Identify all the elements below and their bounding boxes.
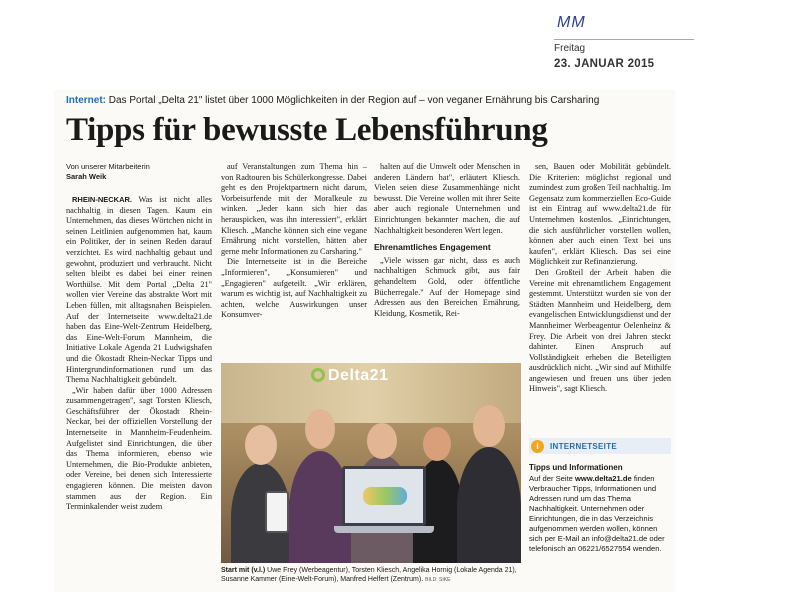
byline-prefix: Von unserer Mitarbeiterin — [66, 162, 150, 171]
article-column-4 — [529, 162, 671, 437]
info-box-body — [529, 474, 671, 554]
photo-credit: BILD: SIKE — [425, 577, 451, 583]
article-column-2 — [221, 162, 367, 362]
dateline-date: 23. JANUAR 2015 — [554, 58, 655, 70]
article-photo — [221, 363, 521, 563]
laptop-screen-graphic — [363, 487, 407, 505]
laptop-base — [334, 526, 434, 533]
info-box-header — [529, 438, 671, 454]
person-5-head — [473, 405, 505, 447]
byline — [66, 162, 150, 182]
info-box-title: Tipps und Informationen — [529, 463, 623, 472]
info-body-pre: Auf der Seite — [529, 474, 576, 483]
article-column-1 — [66, 195, 212, 590]
person-4-head — [423, 427, 451, 461]
article-column-3 — [374, 162, 520, 362]
person-1-head — [245, 425, 277, 465]
col1-paragraph-1: Was ist nicht alles nachhaltig in diesen Tagen. Kaum ein Unternehmen, das dieses Wörtchen nicht in seinen Leitlinien aufgenommen hat, kaum ein Politiker, der in seinen Reden darauf verzichtet. Es wird nachhaltig gebaut und gewohnt, produziert und verbraucht. Nicht selten bleibt es dabei bei einer reinen Worthülse. Mit dem Portal „Delta 21" wollen vier Vereine das abstrakte Wort mit Leben füllen, mit alltagsnahen Beispielen. Auf der Internetseite www.delta21.de haben das Eine-Welt-Zentrum Heidelberg, das Eine-Welt-Forum Mannheim, die Initiative Lokale Agenda 21 Ludwigshafen und die Ökostadt Rhein-Neckar Tipps und Hintergrundinformationen rund um das Thema Nachhaltigkeit gebündelt. — [66, 195, 212, 385]
info-box — [529, 438, 671, 588]
kicker-text: Das Portal „Delta 21" listet über 1000 Möglichkeiten in der Region auf – von veganer Ernährung bis Carsharing — [106, 95, 600, 106]
col4-paragraph-2: Den Großteil der Arbeit haben die Vereine mit ehrenamtlichem Engagement gestemmt. Unterstützt wurden sie von der Städten Mannheim und Heidelberg, dem evangelischen Entwicklungsdienst und der Mannheimer Werbeagentur Oelenheinz & Frey. Die Arbeit von drei Jahren steckt dahinter. Einen Anspruch auf Vollständigkeit erheben die Beteiligten ausdrücklich nicht. „Wir sind auf Mithilfe angewiesen und freuen uns über jeden Hinweis", sagt Kliesch. — [529, 267, 671, 394]
info-body-post: finden Verbraucher Tipps, Informationen und Adressen rund um das Thema Nachhaltigkeit. Unternehmen oder Einrichtungen, die in das Verzeichnis aufgenommen werden wollen, können sich per E-Mail an info@delta21.de oder telefonisch an 06221/6527554 wenden. — [529, 474, 665, 553]
info-icon: i — [531, 440, 544, 453]
col2-paragraph-2: Die Internetseite ist in die Bereiche „Informieren", „Konsumieren" und „Engagieren" aufgeteilt. „Wir erklären, warum es wichtig ist, auf Nachhaltigkeit zu achten, welche Auswirkungen unser Konsumver- — [221, 257, 367, 320]
info-url: www.delta21.de — [575, 474, 632, 483]
delta21-logo-icon — [311, 368, 325, 382]
caption-text: Uwe Frey (Werbeagentur), Torsten Kliesch, Angelika Hornig (Lokale Agenda 21), Susanne Kammer (Eine-Welt-Forum), Manfred Helfert (Zentrum). — [221, 567, 517, 583]
dateline-day: Freitag — [554, 43, 586, 54]
kicker — [66, 95, 666, 106]
delta21-logo — [311, 367, 388, 385]
laptop-device — [342, 466, 426, 526]
col4-paragraph-1: sen, Bauen oder Mobilität gebündelt. Die Kriterien: möglichst regional und zumindest zum großen Teil nachhaltig. Im Gegensatz zum kommerziellen Eco-Guide ist ein Eintrag auf www.delta21.de für Unternehmen kostenlos. „Einrichtungen, die sich ausführlicher vorstellen wollen, können aber auch einen Text bei uns kaufen", erklärt Kliesch. Das sei eine Möglichkeit zur Refinanzierung. — [529, 162, 671, 267]
headline: Tipps für bewusste Lebensführung — [66, 112, 548, 148]
dateline-place: RHEIN-NECKAR. — [72, 195, 132, 204]
subhead: Ehrenamtliches Engagement — [374, 242, 491, 253]
col1-paragraph-2: „Wir haben dafür über 1000 Adressen zusammengetragen", sagt Torsten Kliesch, Geschäftsführer der Ökostadt Rhein-Neckar, bei der offiziellen Vorstellung der Internetseite in Mannheim-Feudenheim. Aufgelistet sind Einrichtungen, die über das Thema informieren, ebenso wie Unternehmen, die Bio-Produkte anbieten, oder Vereine, bei denen sich Interessierte engagieren können. Die meisten davon stammen aus der Region. Ein Terminkalender weist zudem — [66, 385, 212, 512]
photo-caption — [221, 566, 521, 585]
person-2-head — [305, 409, 335, 449]
info-box-label: INTERNETSEITE — [550, 441, 618, 451]
handwritten-stamp: MM — [557, 14, 586, 31]
dateline — [554, 43, 654, 70]
person-3-head — [367, 423, 397, 459]
tablet-device — [265, 491, 289, 533]
kicker-tag: Internet: — [66, 95, 106, 106]
byline-author: Sarah Weik — [66, 172, 107, 181]
caption-lead: Start mit (v.l.) — [221, 567, 266, 574]
dateline-rule — [554, 39, 694, 40]
col3-paragraph-1: halten auf die Umwelt oder Menschen in anderen Ländern hat", erläutert Kliesch. Vielen seien diese Zusammenhänge nicht bewusst. Die Vereine wollen mit ihrer Seite aber auch regionale Unternehmen und Einrichtungen bekannter machen, die auf Nachhaltigkeit besonderen Wert legen. — [374, 162, 520, 235]
person-5 — [457, 447, 521, 563]
col3-paragraph-2: „Viele wissen gar nicht, dass es auch nachhaltigen Schmuck gibt, aus fair gehandeltem Gold, oder öffentliche Bücherregale." Auf der Homepage sind Adressen aus den Bereichen Ernährung, Kleidung, Kosmetik, Rei- — [374, 255, 520, 318]
delta21-logo-text: Delta21 — [328, 367, 389, 384]
col2-paragraph-1: auf Veranstaltungen zum Thema hin – von Radtouren bis Schülerkongresse. Dabei geht es den Projektpartnern nicht darum, Vorbeisurfende mit der Moralkeule zu winken. „Jeder kann sich hier das herauspicken, was ihn interessiert", erklärt Kliesch. „Manche können sich eine vegane Ernährung nicht vorstellen, hätten aber gerne mehr Informationen zu Carsharing." — [221, 162, 367, 256]
